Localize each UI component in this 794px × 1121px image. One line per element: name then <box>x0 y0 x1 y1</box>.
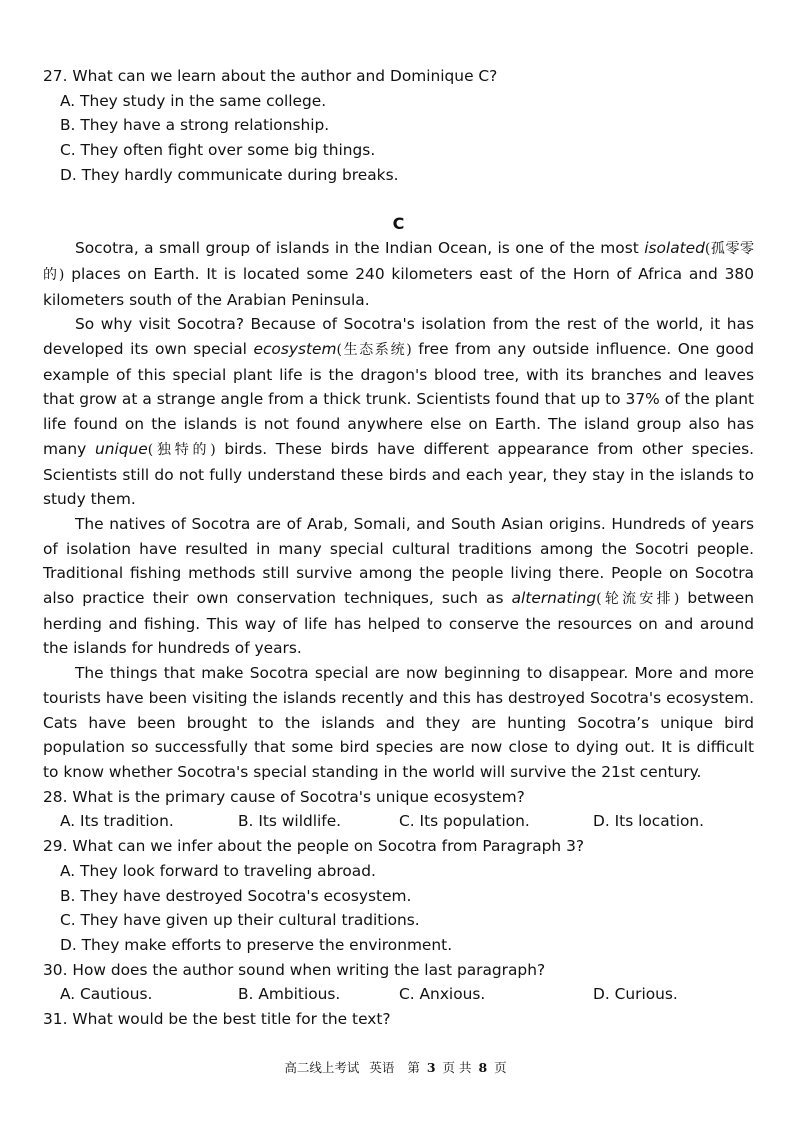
glossed-word: alternating <box>511 589 597 608</box>
question-text: 30. How does the author sound when writing the last paragraph? <box>43 960 546 979</box>
option-d: D. They make efforts to preserve the environment. <box>60 935 453 954</box>
chinese-gloss: (独特的) <box>147 441 216 458</box>
page-label: 页 <box>494 1060 507 1075</box>
option-a: A. They study in the same college. <box>60 91 327 110</box>
option-b: B. They have destroyed Socotra's ecosystem. <box>60 886 412 905</box>
text-run: between herding and fishing. This way of life has helped to conserve the resources on and around the islands for hundreds of years. <box>43 589 754 658</box>
option-b: B. They have a strong relationship. <box>60 116 330 135</box>
options-row <box>43 809 754 834</box>
option-b: B. Ambitious. <box>238 985 341 1004</box>
passage-paragraph-3 <box>43 512 754 661</box>
chinese-gloss: (孤零零的) <box>43 241 754 283</box>
page-label: 页 共 <box>442 1060 472 1075</box>
options-row <box>43 982 754 1007</box>
page-label: 第 <box>407 1060 420 1075</box>
chinese-gloss: (生态系统) <box>336 342 412 359</box>
page-footer <box>0 1058 794 1076</box>
glossed-word: ecosystem <box>253 340 337 359</box>
question-30 <box>43 958 754 1007</box>
chinese-gloss: (轮流安排) <box>596 591 680 608</box>
passage-paragraph-2 <box>43 312 754 512</box>
question-27 <box>43 64 754 188</box>
option-c: C. Its population. <box>399 812 530 831</box>
option-d: D. They hardly communicate during breaks. <box>60 165 399 184</box>
text-run: free from any outside influence. One good example of this special plant life is the dragon's blood tree, with its branches and leaves that grow at a strange angle from a thick trunk. Scientists found that up to 37% of the plant life found on the islands is not found anywhere else on Earth. The island group also has many <box>43 340 754 458</box>
option-a: A. Cautious. <box>60 985 153 1004</box>
option-d: D. Its location. <box>593 812 705 831</box>
section-label: C <box>392 213 405 233</box>
option-a: A. Its tradition. <box>60 812 174 831</box>
text-run: places on Earth. It is located some 240 kilometers east of the Horn of Africa and 380 kilometers south of the Arabian Peninsula. <box>43 264 754 309</box>
text-run: Socotra, a small group of islands in the Indian Ocean, is one of the most <box>75 239 645 258</box>
question-28 <box>43 785 754 834</box>
question-text: 29. What can we infer about the people on Socotra from Paragraph 3? <box>43 837 585 856</box>
exam-page <box>43 64 754 1032</box>
page-number: 3 <box>426 1060 436 1075</box>
option-c: C. They have given up their cultural traditions. <box>60 911 420 930</box>
text-run: The natives of Socotra are of Arab, Somali, and South Asian origins. Hundreds of years of isolation have resulted in many special cultural traditions among the Socotri people. Traditional fishing methods still survive among the people living there. People on Socotra also practice their own conservation techniques, such as <box>43 514 754 608</box>
glossed-word: isolated <box>644 239 705 258</box>
page-total: 8 <box>478 1060 488 1075</box>
passage-paragraph-1 <box>43 236 754 312</box>
text-run: birds. These birds have different appearance from other species. Scientists still do not fully understand these birds and each year, they stay in the islands to study them. <box>43 439 754 509</box>
option-c: C. They often fight over some big things. <box>60 141 376 160</box>
question-text: 31. What would be the best title for the text? <box>43 1010 391 1029</box>
question-31 <box>43 1007 754 1032</box>
option-a: A. They look forward to traveling abroad. <box>60 861 376 880</box>
exam-name: 高二线上考试 <box>284 1060 360 1075</box>
text-run: So why visit Socotra? Because of Socotra's isolation from the rest of the world, it has developed its own special <box>43 315 754 359</box>
question-29 <box>43 834 754 958</box>
passage-paragraph-4: The things that make Socotra special are now beginning to disappear. More and more tourists have been visiting the islands recently and this has destroyed Socotra's ecosystem. Cats have been brought to the islands and they are hunting Socotra’s unique bird population so successfully that some bird species are now close to dying out. It is difficult to know whether Socotra's special standing in the world will survive the 21st century. <box>43 664 754 781</box>
question-text: 28. What is the primary cause of Socotra's unique ecosystem? <box>43 787 525 806</box>
question-text: 27. What can we learn about the author and Dominique C? <box>43 67 498 85</box>
option-d: D. Curious. <box>593 985 678 1004</box>
option-c: C. Anxious. <box>399 985 486 1004</box>
option-b: B. Its wildlife. <box>238 812 342 831</box>
subject-name: 英语 <box>369 1060 395 1075</box>
glossed-word: unique <box>94 439 148 458</box>
page-indicator <box>404 1060 509 1075</box>
